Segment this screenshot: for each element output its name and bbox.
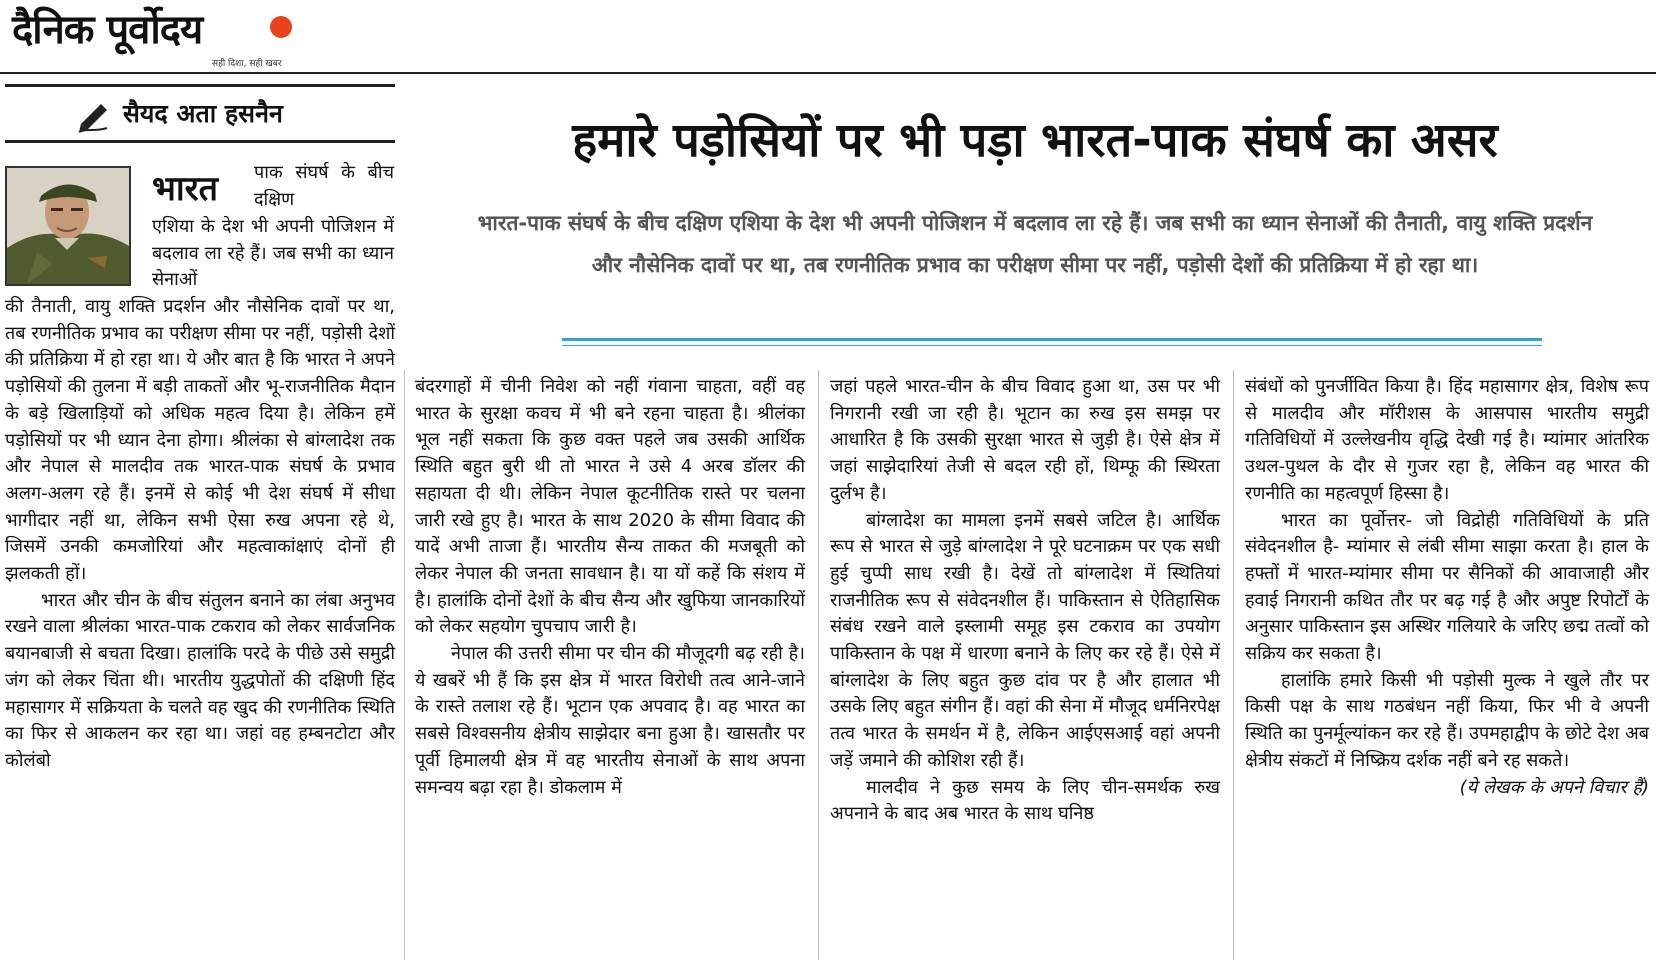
article-column-3 [830, 374, 1220, 828]
author-portrait-image [7, 168, 129, 284]
article-column-1-wrap [152, 214, 394, 294]
article-paragraph: एशिया के देश भी अपनी पोजिशन में बदलाव ला रहे हैं। जब सभी का ध्यान सेनाओं [152, 216, 394, 291]
article-column-1 [5, 294, 395, 775]
column-divider [404, 370, 405, 960]
deck-rule-thick [562, 338, 1542, 341]
masthead-dot-icon [270, 16, 292, 38]
article-column-1-top [254, 160, 394, 213]
author-disclaimer: (ये लेखक के अपने विचार हैं) [1459, 776, 1649, 798]
article-paragraph: की तैनाती, वायु शक्ति प्रदर्शन और नौसेनिक दावों पर था, तब रणनीतिक प्रभाव का परीक्षण सीमा पर नहीं, पड़ोसी देशों की प्रतिक्रिया में हो रहा था। ये और बात है कि भारत ने अपने पड़ोसियों की तुलना में बड़ी ताकतों और भू-राजनीतिक मैदान के बड़े खिलाड़ियों को अधिक महत्व दिया है। लेकिन हमें पड़ोसियों पर भी ध्यान देना होगा। श्रीलंका से बांग्लादेश तक और नेपाल से मालदीव तक भारत-पाक संघर्ष के प्रभाव अलग-अलग रहे हैं। इनमें से कोई भी देश संघर्ष में सीधा भागीदार नहीं था, लेकिन सभी ऐसा रुख अपना रहे थे, जिसमें उनकी कमजोरियां और महत्वाकांक्षाएं दोनों ही झलकती हों। [5, 296, 395, 585]
article-headline: हमारे पड़ोसियों पर भी पड़ा भारत-पाक संघर्ष का असर [572, 113, 1498, 168]
article-column-4 [1245, 374, 1649, 801]
article-paragraph: जहां पहले भारत-चीन के बीच विवाद हुआ था, उस पर भी निगरानी रखी जा रही है। भूटान का रुख इस समझ पर आधारित है कि उसकी सुरक्षा भारत से जुड़ी है। ऐसे क्षेत्र में जहां साझेदारियां तेजी से बदल रही हों, थिम्फू की स्थिरता दुर्लभ है। [830, 376, 1220, 504]
drop-cap-word: भारत [152, 169, 218, 209]
article-paragraph: भारत का पूर्वोत्तर- जो विद्रोही गतिविधियों के प्रति संवेदनशील है- म्यांमार से लंबी सीमा साझा करता है। हाल के हफ्तों में भारत-म्यांमार सीमा पर सैनिकों की आवाजाही और हवाई निगरानी कथित तौर पर बढ़ गई है और अपुष्ट रिपोर्टों के अनुसार पाकिस्तान इस अस्थिर गलियारे के जरिए छद्म तत्वों को सक्रिय कर सकता है। [1245, 509, 1649, 665]
top-divider [0, 72, 1656, 74]
article-paragraph: नेपाल की उत्तरी सीमा पर चीन की मौजूदगी बढ़ रही है। ये खबरें भी हैं कि इस क्षेत्र में भारत विरोधी तत्व आने-जाने के रास्ते तलाश रहे हैं। भूटान एक अपवाद है। वह भारत का सबसे विश्वसनीय क्षेत्रीय साझेदार बना हुआ है। खासतौर पर पूर्वी हिमालयी क्षेत्र में वह भारतीय सेनाओं के साथ अपना समन्वय बढ़ा रहा है। डोकलाम में [415, 643, 805, 798]
author-photo [5, 166, 131, 286]
masthead-tagline: सही दिशा, सही खबर [212, 59, 282, 69]
byline [5, 94, 395, 134]
article-paragraph: पाक संघर्ष के बीच दक्षिण [254, 162, 394, 210]
column-divider [1233, 370, 1234, 960]
deck-rule-thin [562, 345, 1542, 346]
article-paragraph: मालदीव ने कुछ समय के लिए चीन-समर्थक रुख अपनाने के बाद अब भारत के साथ घनिष्ठ [830, 776, 1220, 825]
pen-icon [77, 94, 113, 134]
article-paragraph: बंदरगाहों में चीनी निवेश को नहीं गंवाना चाहता, वहीं वह भारत के सुरक्षा कवच में भी बने रहना चाहता है। श्रीलंका भूल नहीं सकता कि कुछ वक्त पहले जब उसकी आर्थिक स्थिति बहुत बुरी थी तो भारत ने उसे 4 अरब डॉलर की सहायता दी थी। लेकिन नेपाल कूटनीतिक रास्ते पर चलना जारी रखे हुए है। भारत के साथ 2020 के सीमा विवाद की यादें अभी ताजा हैं। भारतीय सैन्य ताकत की मजबूती को लेकर नेपाल की जनता सावधान है। या यों कहें कि संशय में है। हालांकि दोनों देशों के बीच सैन्य और खुफिया जानकारियों को लेकर सहयोग चुपचाप जारी है। [415, 376, 805, 638]
article-paragraph: संबंधों को पुनर्जीवित किया है। हिंद महासागर क्षेत्र, विशेष रूप से मालदीव और मॉरीशस के आसपास भारतीय समुद्री गतिविधियों में उल्लेखनीय वृद्धि देखी गई है। म्यांमार आंतरिक उथल-पुथल के दौर से गुजर रहा है, लेकिन वह भारत की रणनीति का महत्वपूर्ण हिस्सा है। [1245, 376, 1649, 504]
column-divider [818, 370, 819, 960]
author-name: सैयद अता हसनैन [123, 99, 283, 128]
byline-rule-top [5, 84, 395, 87]
masthead [12, 6, 312, 69]
article-column-2 [415, 374, 805, 801]
byline-rule-bottom [5, 140, 395, 143]
masthead-logo: दैनिक पूर्वोदय [12, 7, 203, 53]
article-deck: भारत-पाक संघर्ष के बीच दक्षिण एशिया के देश भी अपनी पोजिशन में बदलाव ला रहे हैं। जब सभी का ध्यान सेनाओं की तैनाती, वायु शक्ति प्रदर्शन और नौसेनिक दावों पर था, तब रणनीतिक प्रभाव का परीक्षण सीमा पर नहीं, पड़ोसी देशों की प्रतिक्रिया में हो रहा था। [477, 211, 1593, 277]
article-paragraph: भारत और चीन के बीच संतुलन बनाने का लंबा अनुभव रखने वाला श्रीलंका भारत-पाक टकराव को लेकर सार्वजनिक बयानबाजी से बचता दिखा। हालांकि परदे के पीछे उसे समुद्री जंग को लेकर चिंता थी। भारतीय युद्धपोतों की दक्षिणी हिंद महासागर में सक्रियता के चलते वह खुद की रणनीतिक स्थिति का फिर से आकलन कर रहा था। जहां वह हम्बनटोटा और कोलंबो [5, 589, 395, 771]
article-paragraph: हालांकि हमारे किसी भी पड़ोसी मुल्क ने खुले तौर पर किसी पक्ष के साथ गठबंधन नहीं किया, फिर भी वे अपनी स्थिति का पुनर्मूल्यांकन कर रहे हैं। उपमहाद्वीप के छोटे देश अब क्षेत्रीय संकटों में निष्क्रिय दर्शक नहीं बने रह सकते। [1245, 669, 1649, 771]
article-paragraph: बांग्लादेश का मामला इनमें सबसे जटिल है। आर्थिक रूप से भारत से जुड़े बांग्लादेश ने पूरे घटनाक्रम पर एक सधी हुई चुप्पी साध रखी है। देखें तो बांग्लादेश में स्थितियां राजनीतिक रूप से संवेदनशील हैं। पाकिस्तान से ऐतिहासिक संबंध रखने वाले इस्लामी समूह इस टकराव का उपयोग पाकिस्तान के पक्ष में धारणा बनाने के लिए कर रहे हैं। ऐसे में बांग्लादेश के लिए बहुत कुछ दांव पर है और हालात भी उसके लिए बहुत संगीन हैं। वहां की सेना में मौजूद धर्मनिरपेक्ष तत्व भारत के समर्थन में है, लेकिन आईएसआई वहां अपनी जड़ें जमाने की कोशिश रही हैं। [830, 509, 1220, 771]
